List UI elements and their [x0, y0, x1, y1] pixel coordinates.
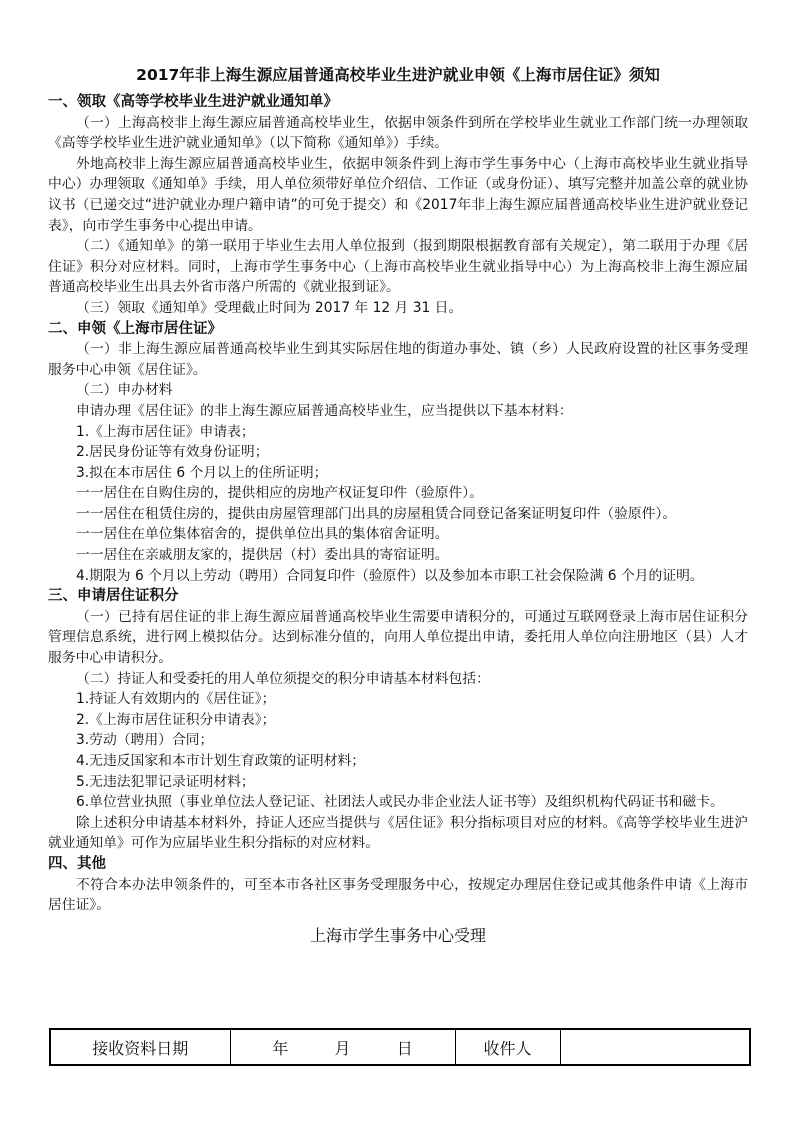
- list-item: 一一居住在单位集体宿舍的，提供单位出具的集体宿舍证明。: [76, 526, 449, 543]
- section-3: [48, 586, 748, 854]
- receipt-date-field[interactable]: [230, 1029, 455, 1065]
- list-item: 3.劳动（聘用）合同；: [76, 732, 214, 749]
- paragraph: 除上述积分申请基本材料外，持证人还应当提供与《居住证》积分指标项目对应的材料。《高等学校毕业生进沪就业通知单》可作为应届毕业生积分指标的对应材料。: [48, 814, 748, 852]
- paragraph: （一）非上海生源应届普通高校毕业生到其实际居住地的街道办事处、镇（乡）人民政府设置的社区事务受理服务中心申领《居住证》。: [48, 341, 748, 378]
- paragraph: 不符合本办法申领条件的，可至本市各社区事务受理服务中心，按规定办理居住登记或其他条件申请《上海市居住证》。: [48, 876, 748, 914]
- section-heading: 一、领取《高等学校毕业生进沪就业通知单》: [48, 94, 338, 110]
- list-item: 1.持证人有效期内的《居住证》；: [76, 691, 276, 708]
- receipt-row: [50, 1029, 750, 1065]
- list-item: 6.单位营业执照（事业单位法人登记证、社团法人或民办非企业法人证书等）及组织机构代码证书和磁卡。: [76, 794, 724, 811]
- list-item: 2.居民身份证等有效身份证明；: [76, 444, 269, 461]
- year-label: 年: [272, 1038, 289, 1058]
- list-item: 5.无违法犯罪记录证明材料；: [76, 773, 255, 790]
- receiver-label: 收件人: [455, 1029, 560, 1065]
- receipt-table: [49, 1028, 751, 1066]
- list-item: 4.无违反国家和本市计划生育政策的证明材料；: [76, 753, 366, 769]
- section-4: [48, 854, 748, 916]
- paragraph: 申请办理《居住证》的非上海生源应届普通高校毕业生，应当提供以下基本材料：: [76, 402, 573, 419]
- section-2: [48, 319, 748, 587]
- paragraph: （二）申办材料: [76, 382, 173, 399]
- list-item: 2.《上海市居住证积分申请表》；: [76, 711, 276, 728]
- paragraph: （一）已持有居住证的非上海生源应届普通高校毕业生需要申请积分的，可通过互联网登录上海市居住证积分管理信息系统，进行网上模拟估分。达到标准分值的，向用人单位提出申请，委托用人单位向注册地区（县）人才服务中心申请积分。: [48, 608, 748, 667]
- list-item: 3.拟在本市居住 6 个月以上的住所证明；: [76, 464, 328, 481]
- list-item: 4.期限为 6 个月以上劳动（聘用）合同复印件（验原件）以及参加本市职工社会保险满 6 个月的证明。: [76, 567, 704, 584]
- section-heading: 三、申请居住证积分: [48, 588, 179, 605]
- list-item: 一一居住在自购住房的，提供相应的房地产权证复印件（验原件）。: [76, 485, 484, 502]
- list-item: 一一居住在租赁住房的，提供由房屋管理部门出具的房屋租赁合同登记备案证明复印件（验原件）。: [76, 505, 677, 522]
- section-1: [48, 92, 748, 319]
- section-heading: 四、其他: [48, 855, 106, 872]
- document-title: 2017年非上海生源应届普通高校毕业生进沪就业申领《上海市居住证》须知: [136, 66, 660, 84]
- month-label: 月: [334, 1038, 351, 1058]
- notice-document: [48, 64, 748, 948]
- paragraph: （二）持证人和受委托的用人单位须提交的积分申请基本材料包括：: [76, 670, 490, 687]
- paragraph: 外地高校非上海生源应届普通高校毕业生，依据申领条件到上海市学生事务中心（上海市高校毕业生就业指导中心）办理领取《通知单》手续，用人单位须带好单位介绍信、工作证（或身份证）、填写完整并加盖公章的就业协议书（已递交过“进沪就业办理户籍申请”的可免于提交）和《2017年非上海生源应届普通高校毕业生进沪就业登记表》，向市学生事务中心提出申请。: [48, 155, 748, 234]
- paragraph: （三）领取《通知单》受理截止时间为 2017 年 12 月 31 日。: [76, 299, 463, 316]
- receipt-date-label: 接收资料日期: [50, 1029, 230, 1065]
- paragraph: （二）《通知单》的第一联用于毕业生去用人单位报到（报到期限根据教育部有关规定），第二联用于办理《居住证》积分对应材料。同时，上海市学生事务中心（上海市高校毕业生就业指导中心）为上海高校非上海生源应届普通高校毕业生出具去外省市落户所需的《就业报到证》。: [48, 238, 748, 296]
- receiver-field[interactable]: [560, 1029, 750, 1065]
- list-item: 1.《上海市居住证》申请表；: [76, 423, 255, 440]
- day-label: 日: [396, 1038, 413, 1058]
- section-heading: 二、申领《上海市居住证》: [48, 320, 222, 337]
- paragraph: （一）上海高校非上海生源应届普通高校毕业生，依据申领条件到所在学校毕业生就业工作部门统一办理领取《高等学校毕业生进沪就业通知单》（以下简称《通知单》）手续。: [48, 114, 748, 152]
- list-item: 一一居住在亲戚朋友家的，提供居（村）委出具的寄宿证明。: [76, 547, 449, 564]
- office-name: 上海市学生事务中心受理: [309, 925, 486, 945]
